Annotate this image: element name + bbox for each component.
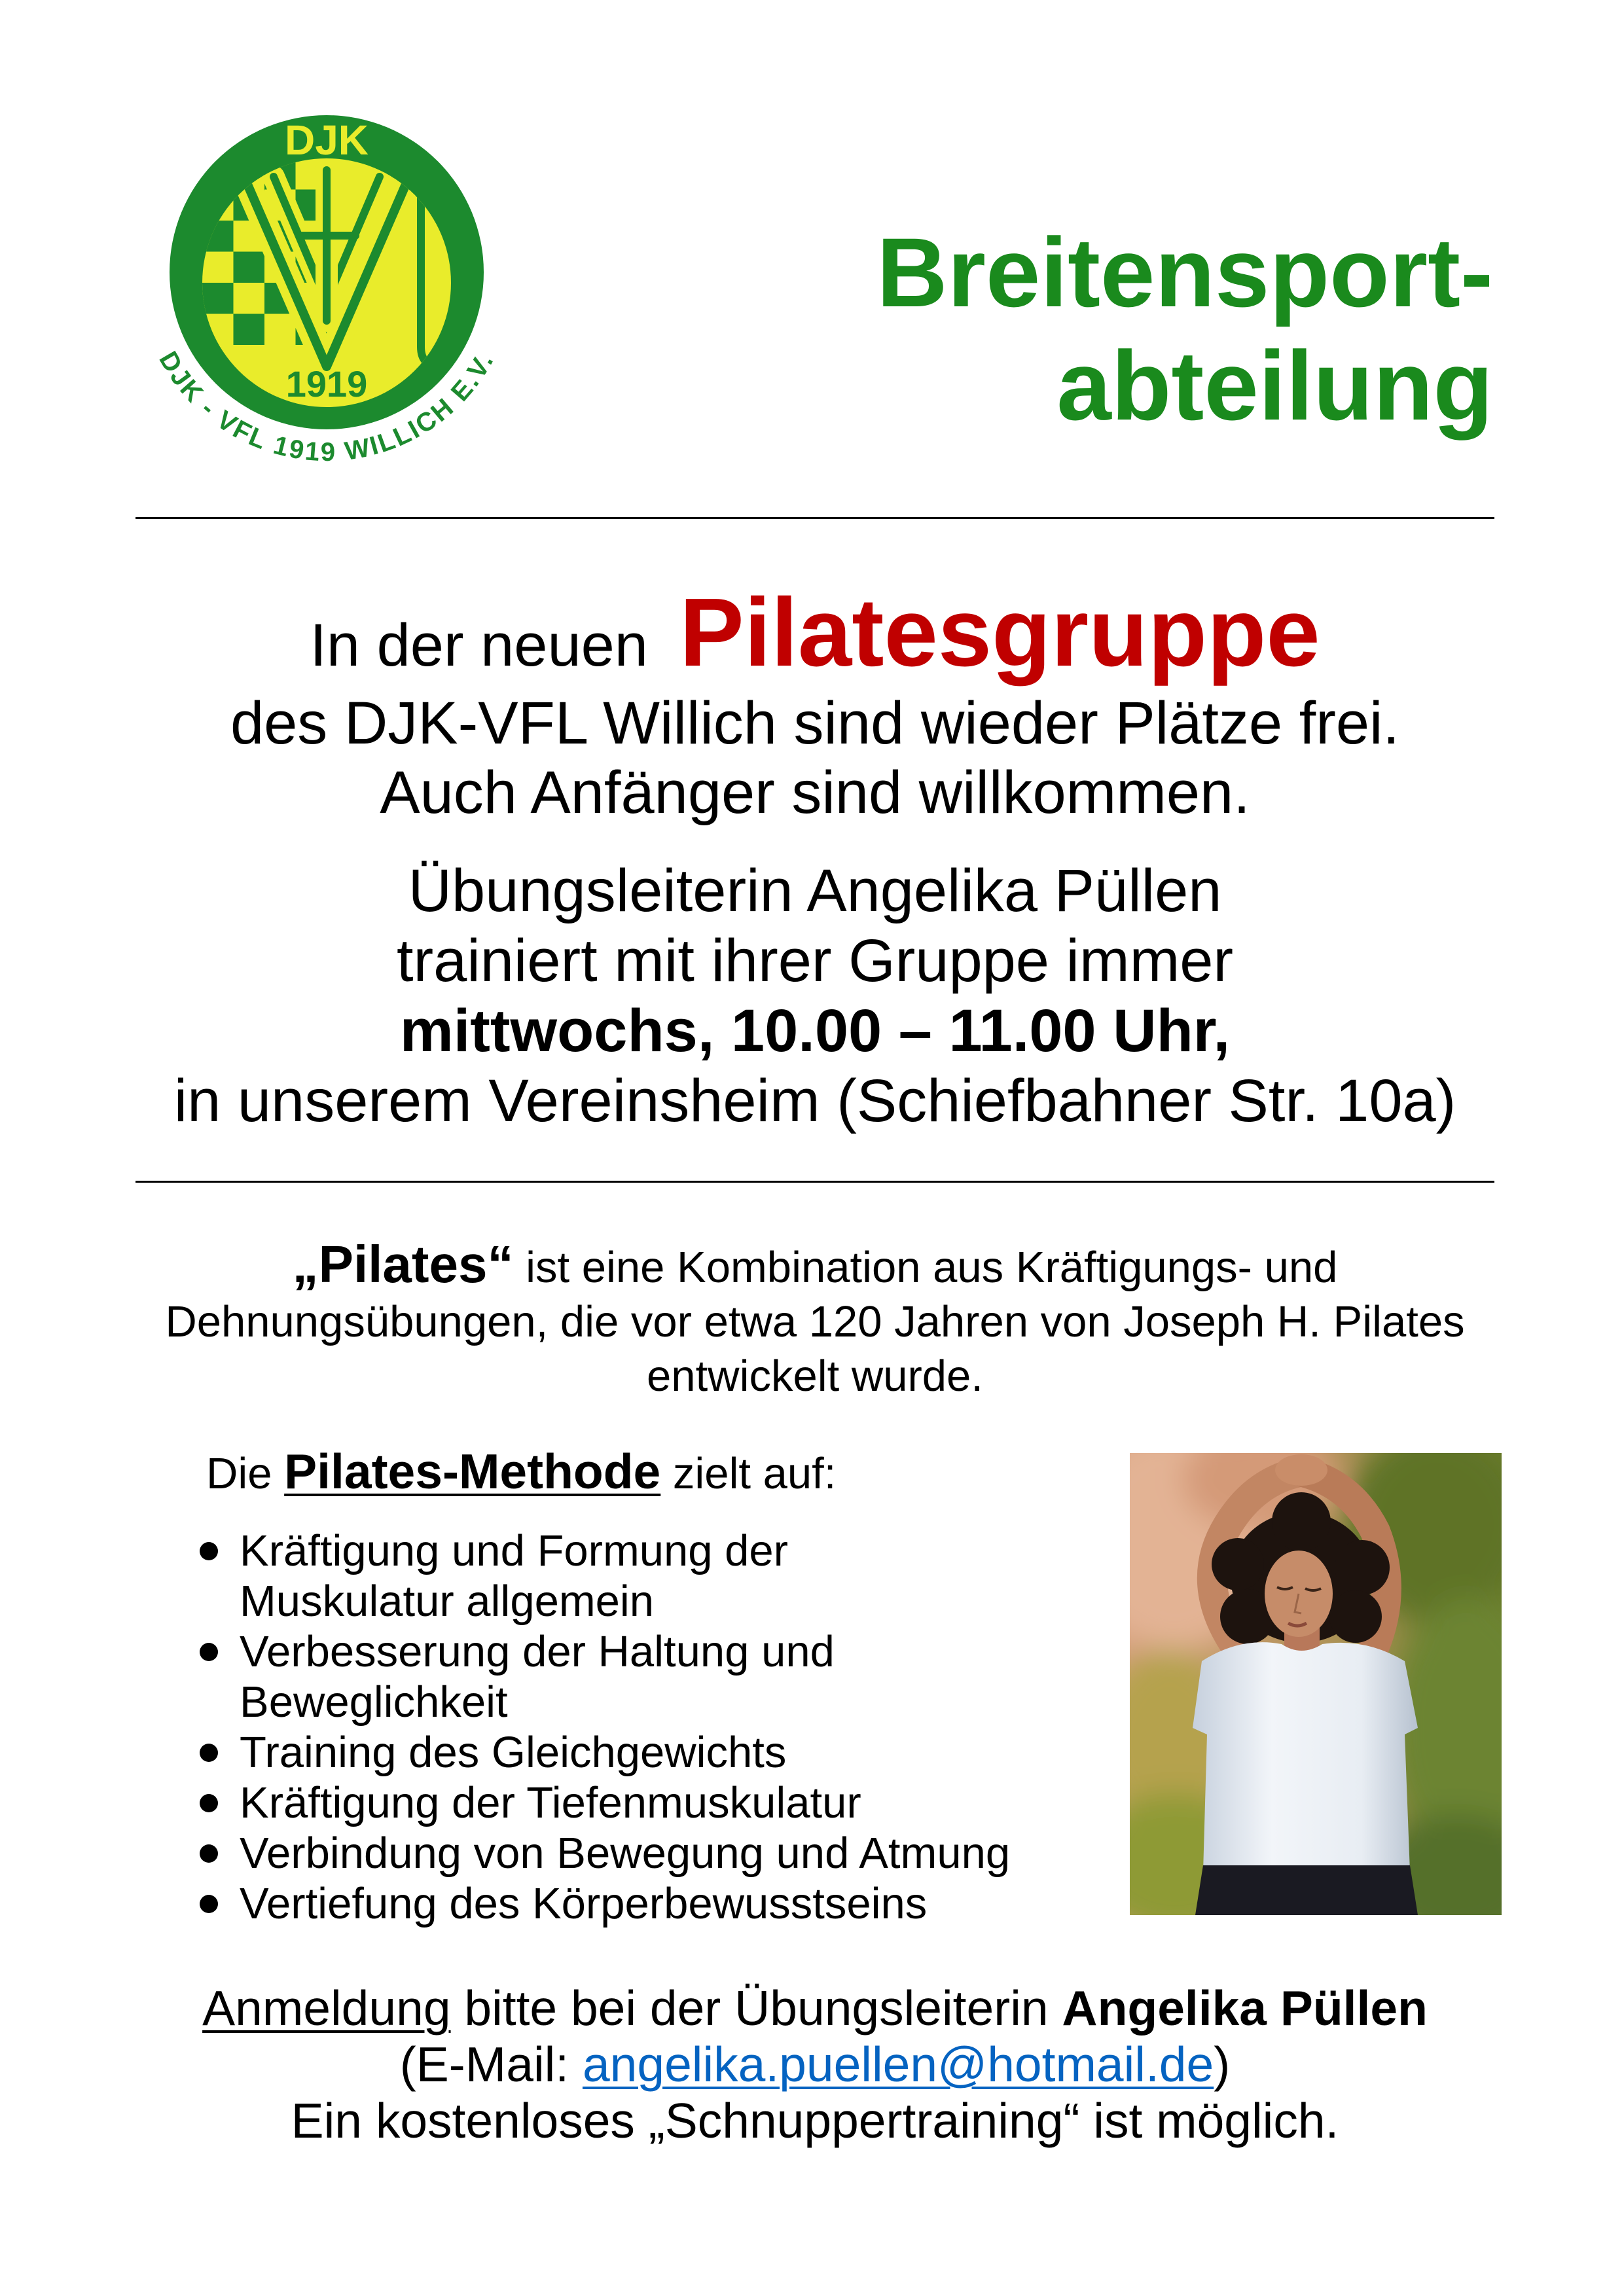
- bullet-icon: [200, 1794, 218, 1812]
- list-item-line: Training des Gleichgewichts: [240, 1728, 787, 1777]
- t-shirt: [1193, 1642, 1418, 1872]
- title-line-2: abteilung: [1056, 331, 1493, 440]
- method-goals-list: [200, 1526, 1010, 1929]
- divider-middle: [135, 1181, 1494, 1183]
- about-pilates: [135, 1237, 1494, 1403]
- about-line-2: Dehnungsübungen, die vor etwa 120 Jahren von Joseph H. Pilates: [165, 1297, 1465, 1346]
- about-line-3: entwickelt wurde.: [647, 1352, 983, 1401]
- pilates-photo: [1130, 1453, 1502, 1915]
- list-item-line: Verbesserung der Haltung und: [240, 1627, 835, 1676]
- logo-top-text: DJK: [284, 117, 369, 164]
- list-item-line: Beweglichkeit: [240, 1677, 508, 1727]
- department-title: [876, 216, 1493, 442]
- trainer-line-1: Übungsleiterin Angelika Püllen: [408, 857, 1222, 924]
- trainer-line-2: trainiert mit ihrer Gruppe immer: [396, 927, 1234, 994]
- registration-name: Angelika Püllen: [1062, 1981, 1428, 2036]
- about-line-1-rest: ist eine Kombination aus Kräftigungs- und: [513, 1243, 1338, 1292]
- bullet-icon: [200, 1744, 218, 1762]
- logo-ring-text-path: DJK - VFL 1919 WILLICH E.V.: [153, 346, 500, 467]
- logo-checker-square: [234, 314, 265, 346]
- registration-email-line: [135, 2036, 1494, 2092]
- hair-curl: [1329, 1590, 1382, 1643]
- method-term: Pilates-Methode: [284, 1444, 661, 1499]
- intro-prefix: In der neuen: [310, 612, 648, 679]
- intro-highlight: Pilatesgruppe: [679, 579, 1320, 687]
- logo-checker-square: [234, 252, 265, 283]
- about-term: „Pilates“: [292, 1235, 514, 1293]
- divider-top: [135, 517, 1494, 519]
- title-line-1: Breitensport-: [876, 217, 1493, 327]
- list-item-line: Kräftigung und Formung der: [240, 1526, 788, 1575]
- intro-line-2: des DJK-VFL Willich sind wieder Plätze frei.: [230, 690, 1400, 757]
- trainer-info: [135, 856, 1494, 1136]
- method-heading: [206, 1442, 836, 1503]
- bullet-icon: [200, 1542, 218, 1560]
- method-prefix: Die: [206, 1449, 285, 1498]
- hands: [1275, 1454, 1327, 1486]
- method-suffix: zielt auf:: [660, 1449, 837, 1498]
- logo-year: 1919: [285, 363, 368, 404]
- club-logo: [133, 105, 526, 491]
- list-item: [200, 1727, 1010, 1778]
- email-prefix: (E-Mail:: [399, 2037, 583, 2092]
- list-item: [200, 1526, 1010, 1626]
- registration-info: [135, 1980, 1494, 2149]
- registration-line-1: [135, 1980, 1494, 2036]
- list-item-line: Muskulatur allgemein: [240, 1577, 655, 1626]
- list-item: [200, 1778, 1010, 1828]
- intro-text: [135, 689, 1494, 827]
- logo-checker-square: [202, 283, 234, 314]
- about-line-1: [135, 1237, 1494, 1295]
- email-suffix: ): [1214, 2037, 1231, 2092]
- list-item-line: Verbindung von Bewegung und Atmung: [240, 1829, 1011, 1878]
- trainer-location: in unserem Vereinsheim (Schiefbahner Str. 10a): [173, 1067, 1456, 1134]
- trainer-schedule: mittwochs, 10.00 – 11.00 Uhr,: [399, 997, 1231, 1064]
- bullet-icon: [200, 1643, 218, 1661]
- list-item: [200, 1626, 1010, 1727]
- list-item-line: Vertiefung des Körperbewusstseins: [240, 1879, 928, 1928]
- list-item-line: Kräftigung der Tiefenmuskulatur: [240, 1778, 861, 1827]
- intro-line-3: Auch Anfänger sind willkommen.: [380, 759, 1250, 826]
- intro-headline: [135, 581, 1494, 698]
- registration-middle: bitte bei der Übungsleiterin: [450, 1981, 1062, 2036]
- list-item: [200, 1828, 1010, 1878]
- email-link[interactable]: angelika.puellen@hotmail.de: [582, 2037, 1214, 2092]
- hair-curl: [1212, 1538, 1264, 1590]
- registration-lead: Anmeldung: [202, 1981, 451, 2036]
- list-item: [200, 1878, 1010, 1929]
- hair-curl: [1335, 1540, 1390, 1595]
- pants: [1195, 1865, 1418, 1915]
- bullet-icon: [200, 1844, 218, 1863]
- bullet-icon: [200, 1895, 218, 1913]
- hair-curl: [1272, 1492, 1331, 1551]
- trial-note: Ein kostenloses „Schnuppertraining“ ist möglich.: [291, 2093, 1339, 2148]
